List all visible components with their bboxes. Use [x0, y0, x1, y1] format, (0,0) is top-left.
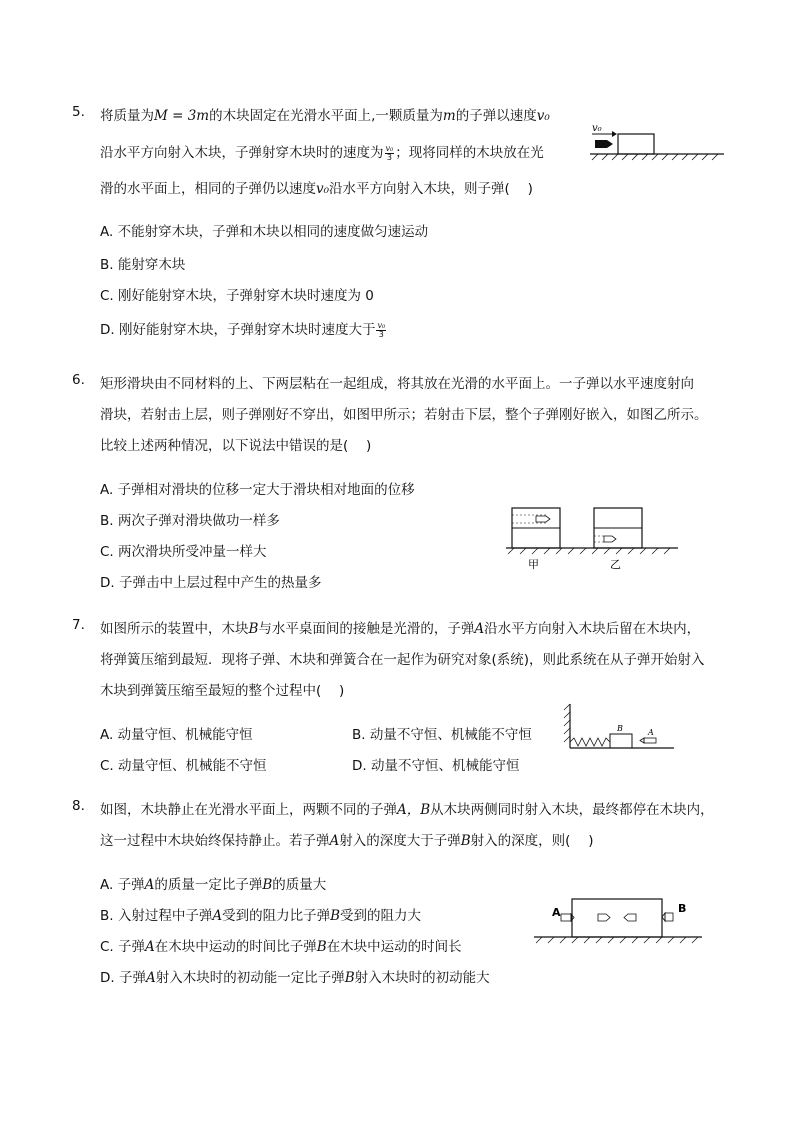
- question-text-line: 如图所示的装置中，木块B与水平桌面间的接触是光滑的，子弹A沿水平方向射入木块后留在木块内，: [100, 621, 701, 637]
- label-b: B: [678, 902, 687, 915]
- option-c: C. 动量守恒、机械能不守恒: [100, 758, 267, 774]
- svg-text:B: B: [617, 724, 623, 733]
- question-number: 5.: [72, 104, 85, 120]
- option-b: B. 动量不守恒、机械能不守恒: [352, 727, 532, 743]
- figure-two-bullets-block: [530, 895, 705, 953]
- wood-block: [618, 134, 654, 154]
- question-number: 8.: [72, 798, 85, 814]
- question-text-line: 将弹簧压缩到最短．现将子弹、木块和弹簧合在一起作为研究对象(系统)，则此系统在从子弹开始射入: [100, 652, 705, 668]
- option-c: C. 两次滑块所受冲量一样大: [100, 544, 267, 560]
- question-text-line: 将质量为M = 3m的木块固定在光滑水平面上,一颗质量为m的子弹以速度v₀: [100, 108, 550, 124]
- option-d: D. 动量不守恒、机械能守恒: [352, 758, 520, 774]
- option-c: C. 刚好能射穿木块，子弹射穿木块时速度为 0: [100, 288, 374, 304]
- option-a: A. 子弹相对滑块的位移一定大于滑块相对地面的位移: [100, 482, 415, 498]
- question-text-line: 这一过程中木块始终保持静止。若子弹A射入的深度大于子弹B射入的深度，则( ): [100, 833, 594, 849]
- option-b: B. 两次子弹对滑块做功一样多: [100, 513, 280, 529]
- figure-label-yi: 乙: [610, 558, 621, 571]
- option-a: A. 不能射穿木块，子弹和木块以相同的速度做匀速运动: [100, 224, 429, 240]
- option-b: B. 入射过程中子弹A受到的阻力比子弹B受到的阻力大: [100, 908, 422, 924]
- question-text-line: 如图，木块静止在光滑水平面上，两颗不同的子弹A，B从木块两侧同时射入木块，最终都停在木块内，: [100, 802, 714, 818]
- fraction: $\frac{\text{v₀}}{3}$: [385, 143, 394, 162]
- figure-bullet-block: [590, 120, 725, 170]
- block-b: [610, 734, 632, 748]
- fraction: $\frac{\text{v₀}}{3}$: [377, 320, 386, 339]
- option-c: C. 子弹A在木块中运动的时间比子弹B在木块中运动的时间长: [100, 939, 462, 955]
- option-d: D. 子弹A射入木块时的初动能一定比子弹B射入木块时的初动能大: [100, 970, 490, 986]
- bullet-icon: [561, 914, 571, 921]
- label-a: A: [552, 906, 561, 919]
- option-a: A. 子弹A的质量一定比子弹B的质量大: [100, 877, 327, 893]
- question-number: 6.: [72, 372, 85, 388]
- bullet-icon: [624, 914, 636, 921]
- figure-two-layer-blocks: [506, 505, 686, 575]
- question-text-line: 滑的水平面上，相同的子弹仍以速度v₀沿水平方向射入木块，则子弹( ): [100, 181, 533, 197]
- bullet-icon: [536, 516, 550, 522]
- velocity-label: v₀: [592, 123, 602, 134]
- bullet-icon: [598, 914, 610, 921]
- question-text-line: 沿水平方向射入木块，子弹射穿木块时的速度为 $\frac{\text{v₀}}{3}$ ；现将同样的木块放在光: [100, 143, 544, 162]
- option-a: A. 动量守恒、机械能守恒: [100, 727, 253, 743]
- bullet-icon: [604, 536, 616, 542]
- option-b: B. 能射穿木块: [100, 257, 186, 273]
- wood-block: [572, 899, 662, 937]
- figure-label-jia: 甲: [528, 558, 539, 571]
- svg-text:A: A: [648, 728, 654, 737]
- bullet-icon: [665, 913, 673, 921]
- bullet-icon: [595, 140, 607, 148]
- question-text-line: 比较上述两种情况，以下说法中错误的是( ): [100, 438, 372, 454]
- option-d: D. 刚好能射穿木块，子弹射穿木块时速度大于 $\frac{\text{v₀}}{3}$: [100, 320, 386, 339]
- question-text-line: 木块到弹簧压缩至最短的整个过程中( ): [100, 683, 345, 699]
- question-number: 7.: [72, 617, 85, 633]
- spring: [570, 738, 610, 746]
- bullet-icon: [644, 738, 656, 743]
- question-text-line: 滑块，若射击上层，则子弹刚好不穿出，如图甲所示；若射击下层，整个子弹刚好嵌入，如图乙所示。: [100, 407, 708, 423]
- option-d: D. 子弹击中上层过程中产生的热量多: [100, 575, 322, 591]
- figure-spring-block: [562, 702, 677, 754]
- question-text-line: 矩形滑块由不同材料的上、下两层粘在一起组成，将其放在光滑的水平面上。一子弹以水平速度射向: [100, 376, 694, 392]
